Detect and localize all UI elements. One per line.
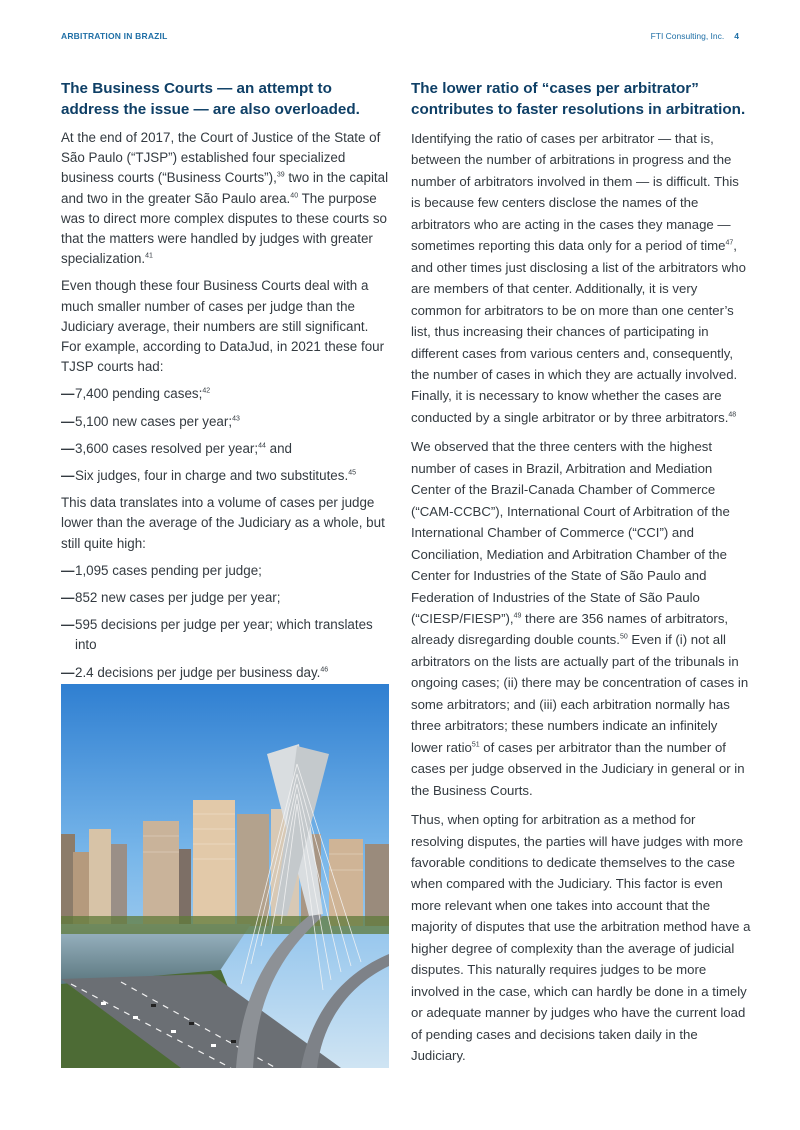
list-item: — 1,095 cases pending per judge; bbox=[61, 562, 262, 578]
footnote-ref: 47 bbox=[725, 239, 734, 247]
list-item: — 7,400 pending cases;$^{42}$ bbox=[61, 386, 211, 402]
left-paragraph-3: This data translates into a volume of cases per judge lower than the average of the Judiciary as a whole, but still quite high: bbox=[61, 495, 385, 551]
footnote-ref: 49 bbox=[513, 612, 522, 620]
right-paragraph-2: We observed that the three centers with the highest number of cases in Brazil, Arbitration and Mediation Center of the Brazil-Canada Chamber of Commerce (“CAM-CCBC”), International Court of Arbitration of the International Chamber of Commerce (“CCI”) and Conciliation, Mediation and Arbitration Chamber of the Center for Industries of the State of São Paulo and Federation of Industries of the State of São Paulo (“CIESP/FIESP”),$^{49}$ there are 356 names of arbitrators, already disregarding double counts.$^{50}$ Even if (i) not all arbitrators on the lists are actually part of the tribunals in ongoing cases; (ii) there may be concentration of cases in some arbitrators; and (iii) each arbitration normally has three arbitrators; these numbers indicate an infinitely lower ratio$^{51}$ of cases per arbitrator than the number of cases per judge observed in the Judiciary in general or in the Business Courts. bbox=[411, 439, 749, 798]
list-item: — 852 new cases per judge per year; bbox=[61, 590, 281, 606]
list-item: — Six judges, four in charge and two substitutes.$^{45}$ bbox=[61, 468, 356, 484]
list-item: — 3,600 cases resolved per year;$^{44}$ and bbox=[61, 440, 292, 456]
left-section-heading: The Business Courts — an attempt to address the issue — are also overloaded. bbox=[61, 80, 360, 118]
right-column bbox=[411, 78, 751, 1074]
right-paragraph-3: Thus, when opting for arbitration as a method for resolving disputes, the parties will have judges with more favorable conditions to dedicate themselves to the case when compared with the Judiciary. This factor is even more relevant when one takes into account that the majority of disputes that use the arbitration method have a higher degree of complexity than the average of judicial disputes. This naturally requires judges to be more involved in the case, which can hardly be done in a timely or adequate manner by judges who have the current load of pending cases and decisions taken daily in the Judiciary. bbox=[411, 812, 751, 1064]
company-name: FTI Consulting, Inc. bbox=[650, 31, 725, 41]
footnote-ref: 48 bbox=[728, 411, 737, 419]
left-column bbox=[61, 78, 389, 690]
left-paragraph-1: At the end of 2017, the Court of Justice of the State of São Paulo (“TJSP”) established four specialized business courts (“Business Courts”),$^{39}$ two in the capital and two in the greater São Paulo area.$^{40}$ The purpose was to direct more complex disputes to these courts so that the matters were handled by judges with greater specialization.$^{41}$ bbox=[61, 130, 389, 267]
left-paragraph-2: Even though these four Business Courts deal with a much smaller number of cases per judge than the Judiciary average, their numbers are still significant. For example, according to DataJud, in 2021 these four TJSP courts had: bbox=[61, 278, 385, 375]
running-header-section: ARBITRATION IN BRAZIL bbox=[61, 31, 168, 41]
running-header-right bbox=[651, 31, 739, 41]
sao-paulo-bridge-photo bbox=[61, 684, 389, 1068]
right-section-heading: The lower ratio of “cases per arbitrator” contributes to faster resolutions in arbitration. bbox=[411, 80, 746, 118]
footnote-ref: 40 bbox=[290, 192, 299, 200]
list-item: — 2.4 decisions per judge per business day.$^{46}$ bbox=[61, 664, 329, 680]
footnote-ref: 41 bbox=[145, 252, 153, 260]
footnote-ref: 39 bbox=[276, 171, 285, 179]
list-item: — 5,100 new cases per year;$^{43}$ bbox=[61, 413, 240, 429]
page-number: 4 bbox=[734, 31, 739, 41]
right-paragraph-1: Identifying the ratio of cases per arbitrator — that is, between the number of arbitrations in progress and the number of arbitrators involved in them — is difficult. This is because few centers disclose the names of the arbitrators who are acting in the cases they manage — sometimes reporting this data only for a period of time$^{47}$, and other times just disclosing a list of the arbitrators who are members of that center. Additionally, it is very common for arbitrators to be on more than one center’s list, thus increasing their chances of participating in different cases from various centers and, consequently, the number of cases in which they are actually involved. Finally, it is necessary to know whether the cases are conducted by a single arbitrator or by three arbitrators.$^{48}$ bbox=[411, 131, 746, 425]
footnote-ref: 51 bbox=[471, 741, 480, 749]
list-item: — 595 decisions per judge per year; which translates into bbox=[61, 617, 373, 653]
footnote-ref: 50 bbox=[619, 634, 628, 642]
